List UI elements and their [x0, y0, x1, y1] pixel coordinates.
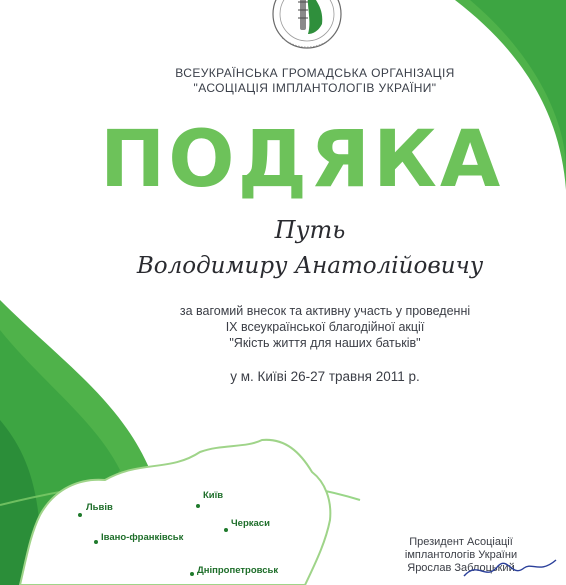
- map-city-cherkasy: Черкаси: [231, 518, 270, 529]
- city-marker: [94, 540, 98, 544]
- event-place-date: у м. Київі 26-27 травня 2011 р.: [230, 369, 420, 384]
- signatory-title-line-2: імплантологів України: [404, 549, 518, 561]
- recipient-surname: Путь: [274, 216, 346, 244]
- reason-line-3: "Якість життя для наших батьків": [229, 336, 421, 350]
- association-emblem: [262, 0, 352, 56]
- map-city-kyiv: Київ: [203, 490, 224, 501]
- recipient-name: Володимиру Анатолійовичу: [136, 253, 484, 279]
- organization-line-2: "АСОЦІАЦІЯ ІМПЛАНТОЛОГІВ УКРАЇНИ": [193, 81, 437, 95]
- map-city-dnipropetrovsk: Дніпропетровськ: [197, 565, 279, 576]
- map-city-lviv: Львів: [86, 502, 113, 513]
- reason-line-2: IX всеукраїнської благодійної акції: [225, 320, 425, 334]
- certificate-title: ПОДЯКА: [100, 115, 504, 205]
- signatory-title-line-1: Президент Асоціації: [409, 536, 513, 548]
- city-marker: [224, 528, 228, 532]
- reason-line-1: за вагомий внесок та активну участь у проведенні: [179, 304, 471, 318]
- organization-line-1: ВСЕУКРАЇНСЬКА ГРОМАДСЬКА ОРГАНІЗАЦІЯ: [175, 66, 455, 80]
- city-marker: [190, 572, 194, 576]
- map-city-ivano-frankivsk: Івано-франківськ: [101, 532, 184, 543]
- city-marker: [196, 504, 200, 508]
- city-marker: [78, 513, 82, 517]
- signatory-name: Ярослав Заблоцький: [407, 562, 515, 574]
- handwritten-signature: [460, 552, 560, 585]
